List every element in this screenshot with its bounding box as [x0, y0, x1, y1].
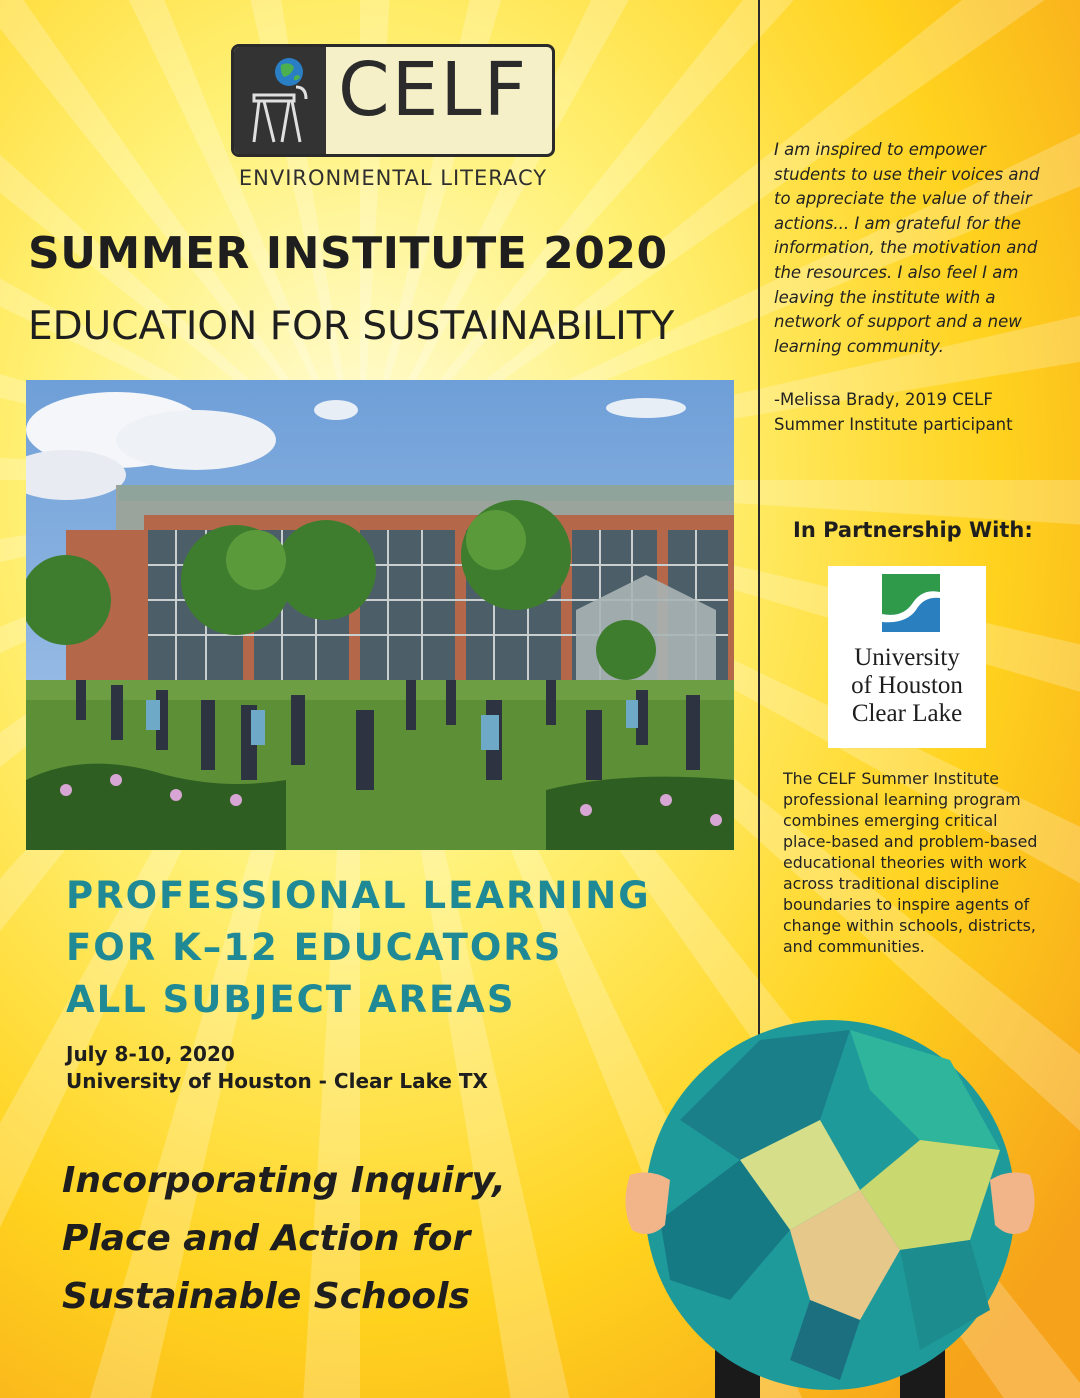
logo-subtitle: ENVIRONMENTAL LITERACY — [238, 166, 548, 190]
description-line: change within schools, districts, — [783, 916, 1036, 935]
description-line: place-based and problem-based — [783, 832, 1038, 851]
quote-line: actions... I am grateful for the — [774, 213, 1022, 233]
quote-line: leaving the institute with a — [774, 287, 996, 307]
uhcl-logo-line: Clear Lake — [851, 700, 963, 727]
column-divider — [758, 0, 760, 1063]
campus-photo — [26, 380, 734, 850]
tagline-line-2: Place and Action for — [62, 1218, 471, 1259]
partnership-heading: In Partnership With: — [793, 518, 1033, 542]
description-line: professional learning program — [783, 790, 1021, 809]
testimonial-quote — [774, 138, 1064, 359]
description-line: and communities. — [783, 937, 925, 956]
feature-line-1: PROFESSIONAL LEARNING — [66, 874, 651, 917]
tagline-line-3: Sustainable Schools — [62, 1276, 470, 1317]
quote-line: learning community. — [774, 336, 944, 356]
logo-wordmark: CELF — [338, 47, 529, 133]
program-description — [783, 768, 1053, 957]
quote-line: network of support and a new — [774, 312, 1022, 332]
quote-line: to appreciate the value of their — [774, 189, 1032, 209]
quote-line: students to use their voices and — [774, 164, 1040, 184]
description-line: educational theories with work — [783, 853, 1027, 872]
logo-dark-panel — [234, 47, 326, 154]
feature-line-2: FOR K–12 EDUCATORS — [66, 926, 563, 969]
quote-line: I am inspired to empower — [774, 140, 986, 159]
uhcl-logo-line: University — [854, 644, 960, 671]
page-subtitle: EDUCATION FOR SUSTAINABILITY — [28, 304, 675, 349]
quote-attribution — [774, 388, 1064, 437]
attribution-line: Summer Institute participant — [774, 414, 1013, 434]
event-location: University of Houston - Clear Lake TX — [66, 1069, 488, 1093]
description-line: The CELF Summer Institute — [783, 769, 999, 788]
tagline-line-1: Incorporating Inquiry, — [62, 1160, 506, 1201]
description-line: boundaries to inspire agents of — [783, 895, 1030, 914]
description-line: across traditional discipline — [783, 874, 1000, 893]
quote-line: information, the motivation and — [774, 238, 1038, 258]
page-title: SUMMER INSTITUTE 2020 — [28, 228, 668, 279]
feature-line-3: ALL SUBJECT AREAS — [66, 978, 516, 1021]
globe-illustration — [620, 1000, 1040, 1398]
uhcl-mark-icon — [882, 574, 940, 632]
celf-logo — [231, 44, 555, 157]
event-dates: July 8-10, 2020 — [66, 1042, 235, 1066]
uhcl-logo — [828, 566, 986, 748]
attribution-line: -Melissa Brady, 2019 CELF — [774, 390, 993, 409]
desk-globe-icon — [234, 47, 326, 157]
quote-line: the resources. I also feel I am — [774, 262, 1019, 282]
description-line: combines emerging critical — [783, 811, 998, 830]
uhcl-logo-line: of Houston — [851, 672, 963, 699]
